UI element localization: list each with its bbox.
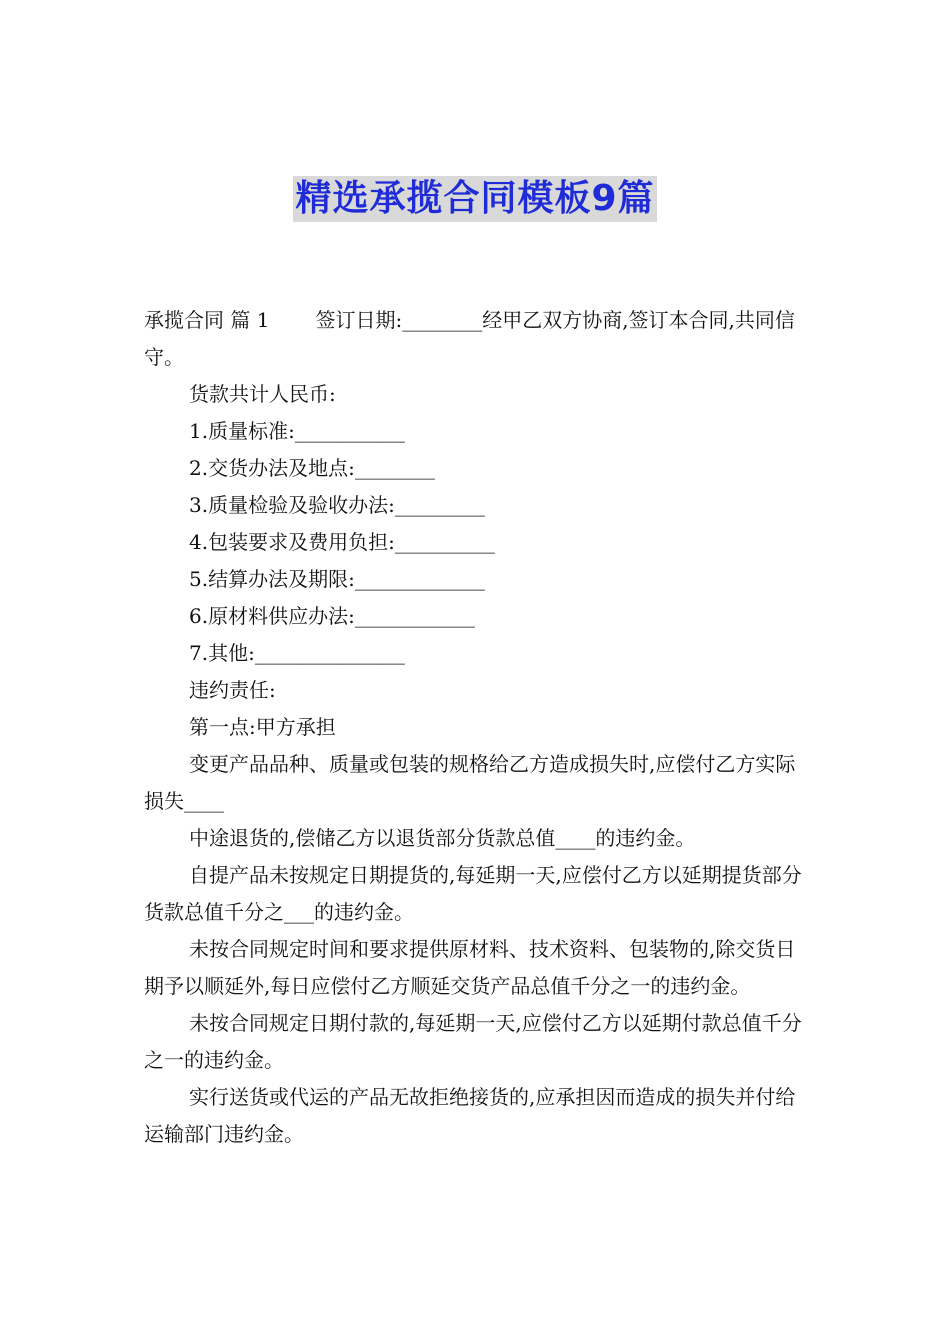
- paragraph-refuse-delivery: 实行送货或代运的产品无故拒绝接货的,应承担因而造成的损失并付给运输部门违约金。: [144, 1085, 796, 1146]
- section-heading: 承揽合同 篇 1: [144, 308, 270, 332]
- paragraph-payment-delay: 未按合同规定日期付款的,每延期一天,应偿付乙方以延期付款总值千分之一的违约金。: [144, 1011, 802, 1072]
- paragraph-inspection-method: 3.质量检验及验收办法:_________: [189, 493, 485, 517]
- paragraph-self-pickup: 自提产品未按规定日期提货的,每延期一天,应偿付乙方以延期提货部分货款总值千分之___的违约金。: [144, 863, 802, 924]
- title-container: [0, 176, 950, 222]
- paragraph-liability-heading: 违约责任:: [189, 678, 276, 702]
- paragraph-midway-return: 中途退货的,偿储乙方以退货部分货款总值____的违约金。: [189, 826, 696, 850]
- document-body: [144, 302, 810, 1153]
- paragraph-party-a: 第一点:甲方承担: [189, 715, 336, 739]
- paragraph-material-supply: 6.原材料供应办法:____________: [189, 604, 475, 628]
- first-paragraph: [144, 302, 810, 376]
- paragraph-other: 7.其他:_______________: [189, 641, 405, 665]
- first-line-text: 签订日期:________经甲乙双方协商,签订本合同,共同信守。: [144, 308, 795, 369]
- paragraph-quality-standard: 1.质量标准:___________: [189, 419, 405, 443]
- paragraph-settlement: 5.结算办法及期限:_____________: [189, 567, 485, 591]
- paragraph-delivery-method: 2.交货办法及地点:________: [189, 456, 435, 480]
- paragraph-materials-delay: 未按合同规定时间和要求提供原材料、技术资料、包装物的,除交货日期予以顺延外,每日应偿付乙方顺延交货产品总值千分之一的违约金。: [144, 937, 796, 998]
- document-title: 精选承揽合同模板9篇: [293, 176, 656, 222]
- paragraph-packaging: 4.包装要求及费用负担:__________: [189, 530, 495, 554]
- paragraph-change-product: 变更产品品种、质量或包装的规格给乙方造成损失时,应偿付乙方实际损失____: [144, 752, 796, 813]
- paragraph-total-payment: 货款共计人民币:: [189, 382, 336, 406]
